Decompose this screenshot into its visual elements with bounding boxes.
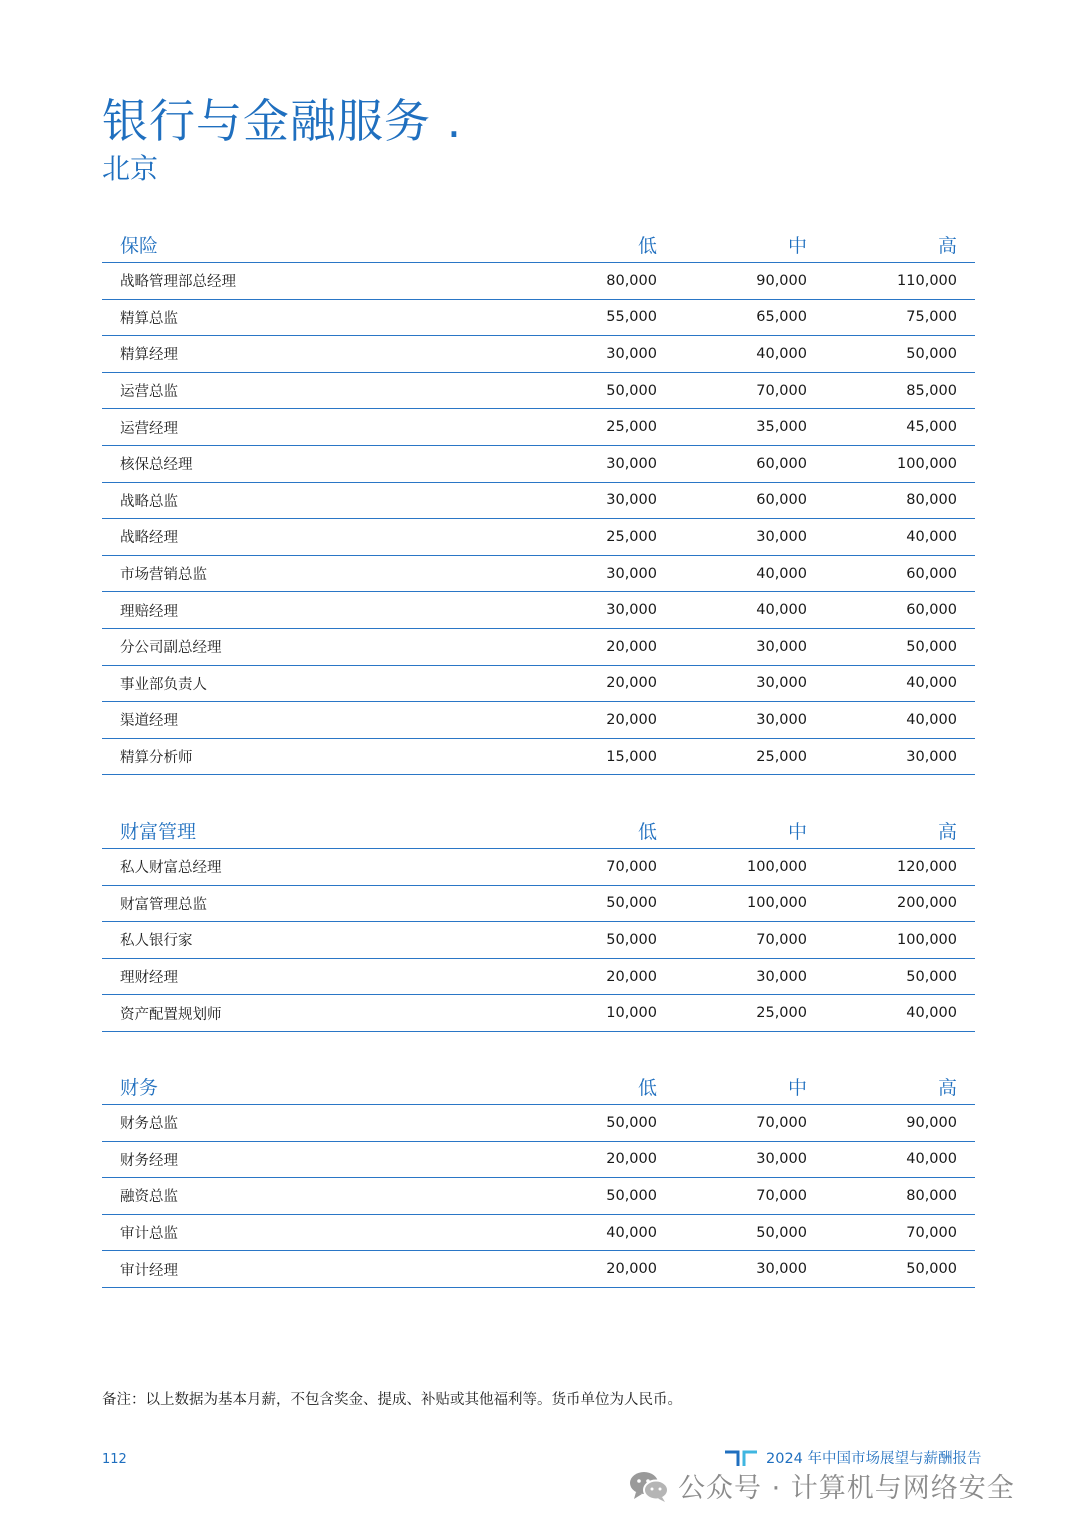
salary-mid-cell: 30,000 xyxy=(756,1151,807,1168)
table-row xyxy=(102,1105,975,1142)
table-row xyxy=(102,1215,975,1252)
salary-low-cell: 55,000 xyxy=(606,309,657,326)
page-subtitle: 北京 xyxy=(102,152,159,185)
salary-high-cell: 50,000 xyxy=(906,345,957,362)
watermark xyxy=(628,1466,1015,1505)
salary-high-cell: 60,000 xyxy=(906,602,957,619)
salary-high-cell: 200,000 xyxy=(897,895,957,912)
salary-mid-cell: 30,000 xyxy=(756,711,807,728)
table-row xyxy=(102,1142,975,1179)
salary-high-cell: 45,000 xyxy=(906,419,957,436)
job-title-cell: 财务经理 xyxy=(120,1152,178,1169)
salary-low-cell: 50,000 xyxy=(606,382,657,399)
table-row xyxy=(102,739,975,776)
job-title-cell: 运营总监 xyxy=(120,384,178,401)
salary-mid-cell: 30,000 xyxy=(756,528,807,545)
table-row xyxy=(102,1251,975,1288)
salary-low-cell: 30,000 xyxy=(606,455,657,472)
salary-mid-cell: 30,000 xyxy=(756,1261,807,1278)
salary-mid-cell: 25,000 xyxy=(756,748,807,765)
job-title-cell: 战略总监 xyxy=(120,493,178,510)
wechat-icon xyxy=(628,1469,670,1503)
table-row xyxy=(102,922,975,959)
salary-mid-cell: 100,000 xyxy=(747,858,807,875)
job-title-cell: 融资总监 xyxy=(120,1189,178,1206)
salary-mid-cell: 60,000 xyxy=(756,492,807,509)
job-title-cell: 市场营销总监 xyxy=(120,567,207,584)
salary-mid-cell: 40,000 xyxy=(756,602,807,619)
finance-table-header xyxy=(102,1068,975,1105)
salary-high-cell: 40,000 xyxy=(906,528,957,545)
table-row xyxy=(102,300,975,337)
table-row xyxy=(102,702,975,739)
salary-high-cell: 100,000 xyxy=(897,931,957,948)
salary-low-cell: 20,000 xyxy=(606,711,657,728)
job-title-cell: 精算分析师 xyxy=(120,750,193,767)
table-row xyxy=(102,373,975,410)
table-row xyxy=(102,592,975,629)
table-row xyxy=(102,263,975,300)
column-header-mid: 中 xyxy=(787,234,807,257)
salary-high-cell: 40,000 xyxy=(906,1005,957,1022)
salary-low-cell: 40,000 xyxy=(606,1224,657,1241)
page-number: 112 xyxy=(102,1452,127,1467)
job-title-cell: 理财经理 xyxy=(120,970,178,987)
salary-low-cell: 20,000 xyxy=(606,638,657,655)
insurance-table-body xyxy=(102,263,975,775)
salary-high-cell: 40,000 xyxy=(906,711,957,728)
table-row xyxy=(102,959,975,996)
salary-high-cell: 50,000 xyxy=(906,1261,957,1278)
table-row xyxy=(102,336,975,373)
job-title-cell: 精算总监 xyxy=(120,310,178,327)
column-header-high: 高 xyxy=(937,234,957,257)
footnote: 备注：以上数据为基本月薪，不包含奖金、提成、补贴或其他福利等。货币单位为人民币。 xyxy=(102,1392,682,1408)
salary-low-cell: 15,000 xyxy=(606,748,657,765)
salary-mid-cell: 30,000 xyxy=(756,638,807,655)
salary-mid-cell: 70,000 xyxy=(756,931,807,948)
table-row xyxy=(102,446,975,483)
salary-low-cell: 50,000 xyxy=(606,1187,657,1204)
finance-table-body xyxy=(102,1105,975,1288)
salary-mid-cell: 35,000 xyxy=(756,419,807,436)
column-header-mid: 中 xyxy=(787,820,807,843)
salary-low-cell: 50,000 xyxy=(606,895,657,912)
salary-high-cell: 40,000 xyxy=(906,1151,957,1168)
salary-high-cell: 85,000 xyxy=(906,382,957,399)
column-header-low: 低 xyxy=(637,234,657,257)
job-title-cell: 理赔经理 xyxy=(120,603,178,620)
column-header-category: 财务 xyxy=(120,1076,159,1099)
salary-high-cell: 80,000 xyxy=(906,492,957,509)
salary-mid-cell: 25,000 xyxy=(756,1005,807,1022)
insurance-table xyxy=(102,226,975,775)
column-header-high: 高 xyxy=(937,820,957,843)
table-row xyxy=(102,409,975,446)
finance-table xyxy=(102,1068,975,1288)
table-row xyxy=(102,1178,975,1215)
salary-mid-cell: 70,000 xyxy=(756,1187,807,1204)
salary-mid-cell: 100,000 xyxy=(747,895,807,912)
table-row xyxy=(102,519,975,556)
salary-low-cell: 30,000 xyxy=(606,565,657,582)
salary-mid-cell: 70,000 xyxy=(756,1114,807,1131)
salary-low-cell: 20,000 xyxy=(606,1151,657,1168)
salary-low-cell: 20,000 xyxy=(606,675,657,692)
wealth-management-table-body xyxy=(102,849,975,1032)
salary-high-cell: 90,000 xyxy=(906,1114,957,1131)
salary-high-cell: 50,000 xyxy=(906,968,957,985)
salary-mid-cell: 70,000 xyxy=(756,382,807,399)
salary-low-cell: 80,000 xyxy=(606,272,657,289)
column-header-high: 高 xyxy=(937,1076,957,1099)
salary-low-cell: 20,000 xyxy=(606,1261,657,1278)
salary-high-cell: 40,000 xyxy=(906,675,957,692)
job-title-cell: 分公司副总经理 xyxy=(120,640,222,657)
salary-low-cell: 70,000 xyxy=(606,858,657,875)
job-title-cell: 资产配置规划师 xyxy=(120,1006,222,1023)
job-title-cell: 私人财富总经理 xyxy=(120,860,222,877)
table-row xyxy=(102,849,975,886)
salary-high-cell: 50,000 xyxy=(906,638,957,655)
report-title: 2024 年中国市场展望与薪酬报告 xyxy=(766,1451,982,1467)
salary-low-cell: 50,000 xyxy=(606,1114,657,1131)
job-title-cell: 渠道经理 xyxy=(120,713,178,730)
salary-high-cell: 100,000 xyxy=(897,455,957,472)
job-title-cell: 财务总监 xyxy=(120,1116,178,1133)
wealth-management-table xyxy=(102,812,975,1032)
salary-low-cell: 20,000 xyxy=(606,968,657,985)
salary-high-cell: 120,000 xyxy=(897,858,957,875)
salary-high-cell: 60,000 xyxy=(906,565,957,582)
table-row xyxy=(102,995,975,1032)
job-title-cell: 战略管理部总经理 xyxy=(120,274,236,291)
salary-mid-cell: 30,000 xyxy=(756,675,807,692)
job-title-cell: 战略经理 xyxy=(120,530,178,547)
watermark-text: 公众号 · 计算机与网络安全 xyxy=(678,1473,1015,1504)
job-title-cell: 事业部负责人 xyxy=(120,676,207,693)
salary-mid-cell: 40,000 xyxy=(756,345,807,362)
salary-low-cell: 50,000 xyxy=(606,931,657,948)
column-header-low: 低 xyxy=(637,1076,657,1099)
salary-high-cell: 30,000 xyxy=(906,748,957,765)
table-row xyxy=(102,556,975,593)
footer-brand xyxy=(724,1447,982,1468)
table-row xyxy=(102,666,975,703)
salary-low-cell: 25,000 xyxy=(606,528,657,545)
salary-mid-cell: 65,000 xyxy=(756,309,807,326)
job-title-cell: 私人银行家 xyxy=(120,933,193,950)
salary-low-cell: 30,000 xyxy=(606,602,657,619)
salary-low-cell: 10,000 xyxy=(606,1005,657,1022)
job-title-cell: 审计经理 xyxy=(120,1262,178,1279)
salary-low-cell: 25,000 xyxy=(606,419,657,436)
salary-high-cell: 110,000 xyxy=(897,272,957,289)
salary-low-cell: 30,000 xyxy=(606,345,657,362)
salary-low-cell: 30,000 xyxy=(606,492,657,509)
company-logo-icon xyxy=(724,1449,758,1467)
salary-mid-cell: 30,000 xyxy=(756,968,807,985)
job-title-cell: 核保总经理 xyxy=(120,457,193,474)
salary-mid-cell: 60,000 xyxy=(756,455,807,472)
job-title-cell: 运营经理 xyxy=(120,420,178,437)
salary-high-cell: 70,000 xyxy=(906,1224,957,1241)
table-row xyxy=(102,886,975,923)
column-header-mid: 中 xyxy=(787,1076,807,1099)
salary-mid-cell: 50,000 xyxy=(756,1224,807,1241)
wealth-management-table-header xyxy=(102,812,975,849)
salary-high-cell: 80,000 xyxy=(906,1187,957,1204)
table-row xyxy=(102,629,975,666)
column-header-category: 保险 xyxy=(120,234,159,257)
salary-mid-cell: 40,000 xyxy=(756,565,807,582)
job-title-cell: 审计总监 xyxy=(120,1226,178,1243)
column-header-low: 低 xyxy=(637,820,657,843)
table-row xyxy=(102,483,975,520)
insurance-table-header xyxy=(102,226,975,263)
column-header-category: 财富管理 xyxy=(120,820,197,843)
salary-high-cell: 75,000 xyxy=(906,309,957,326)
salary-mid-cell: 90,000 xyxy=(756,272,807,289)
job-title-cell: 财富管理总监 xyxy=(120,896,207,913)
page-title: 银行与金融服务 . xyxy=(102,94,463,148)
job-title-cell: 精算经理 xyxy=(120,347,178,364)
